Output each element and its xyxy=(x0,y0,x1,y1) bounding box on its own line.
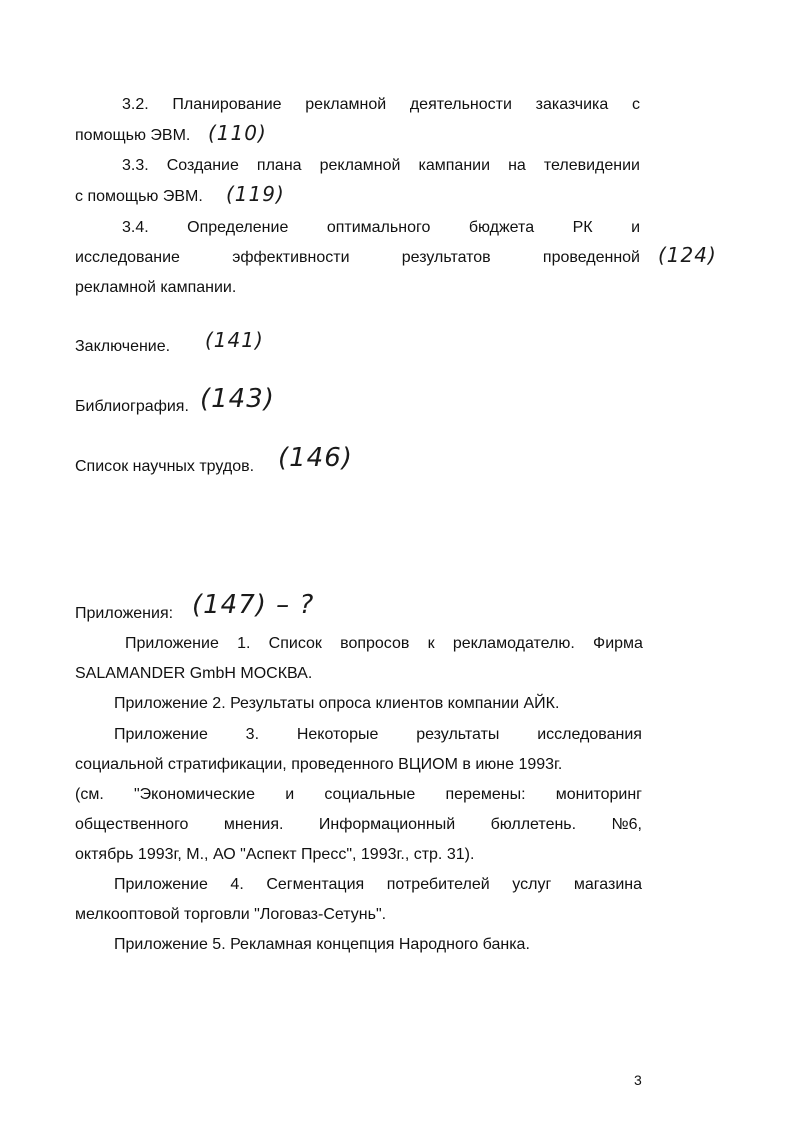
appendix-4-line1: Приложение 4. Сегментация потребителей услуг магазина xyxy=(114,876,642,893)
section-3-2-line2: помощью ЭВМ. xyxy=(75,127,191,144)
handwritten-page-note: (141) xyxy=(205,328,264,352)
handwritten-page-note: (147) – ? xyxy=(192,590,315,620)
appendix-3-line3: (см. "Экономические и социальные перемены: мониторинг xyxy=(75,786,642,803)
appendices-label: Приложения: xyxy=(75,605,174,622)
section-3-3-line1: 3.3. Создание плана рекламной кампании на телевидении xyxy=(122,157,640,174)
section-number: 3.3. xyxy=(122,157,149,174)
section-3-3-line2: с помощью ЭВМ. xyxy=(75,188,203,205)
section-number: 3.2. xyxy=(122,96,149,113)
appendix-3-line1: Приложение 3. Некоторые результаты исследования xyxy=(114,726,642,743)
appendix-5-line1: Приложение 5. Рекламная концепция Народного банка. xyxy=(114,936,530,953)
bibliography-label: Библиография. xyxy=(75,398,189,415)
appendix-1-line1: Приложение 1. Список вопросов к рекламодателю. Фирма xyxy=(125,635,643,652)
handwritten-page-note: (124) xyxy=(658,243,717,267)
appendix-4-line2: мелкооптовой торговли "Логоваз-Сетунь". xyxy=(75,906,387,923)
section-3-4-line2: исследование эффективности результатов проведенной xyxy=(75,249,640,266)
appendix-1-line2: SALAMANDER GmbH МОСКВА. xyxy=(75,665,313,682)
section-number: 3.4. xyxy=(122,219,149,236)
appendix-2-line1: Приложение 2. Результаты опроса клиентов компании АЙК. xyxy=(114,695,560,712)
appendix-3-line2: социальной стратификации, проведенного ВЦИОМ в июне 1993г. xyxy=(75,756,563,773)
handwritten-page-note: (119) xyxy=(226,182,285,206)
appendix-3-line5: октябрь 1993г, М., АО "Аспект Пресс", 1993г., стр. 31). xyxy=(75,846,475,863)
section-3-4-line1: 3.4. Определение оптимального бюджета РК и xyxy=(122,219,640,236)
section-3-4-line3: рекламной кампании. xyxy=(75,279,237,296)
conclusion-label: Заключение. xyxy=(75,338,171,355)
section-3-2-line1: 3.2. Планирование рекламной деятельности заказчика с xyxy=(122,96,640,113)
page-number: 3 xyxy=(634,1072,642,1088)
publications-label: Список научных трудов. xyxy=(75,458,255,475)
handwritten-page-note: (143) xyxy=(200,384,275,414)
handwritten-page-note: (146) xyxy=(278,443,353,473)
handwritten-page-note: (110) xyxy=(208,121,267,145)
appendix-3-line4: общественного мнения. Информационный бюллетень. №6, xyxy=(75,816,642,833)
